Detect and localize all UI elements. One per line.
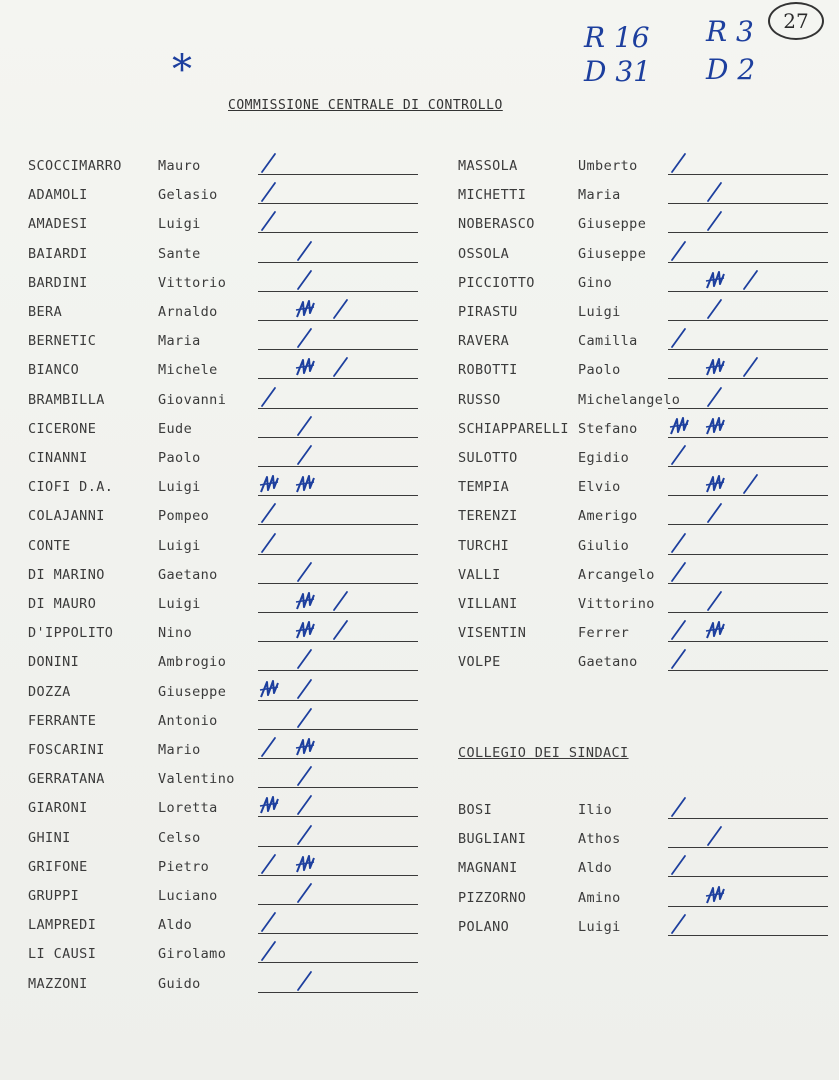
member-row — [28, 304, 428, 326]
member-first-name: Giulio — [578, 537, 630, 554]
member-surname: AMADESI — [28, 216, 88, 233]
scribble-mark-icon — [704, 356, 726, 378]
signature-line — [258, 641, 418, 642]
tick-mark-icon — [668, 854, 690, 876]
member-surname: CINANNI — [28, 450, 88, 466]
signature-line — [668, 935, 828, 936]
member-surname: GRUPPI — [28, 888, 80, 904]
member-row — [458, 860, 830, 882]
signature-line — [258, 612, 418, 613]
member-first-name: Giuseppe — [578, 216, 647, 233]
member-row — [458, 450, 830, 472]
tick-mark-icon — [294, 561, 316, 583]
member-surname: RUSSO — [458, 391, 501, 408]
document-title: COMMISSIONE CENTRALE DI CONTROLLO — [228, 98, 503, 113]
tick-mark-icon — [294, 707, 316, 729]
member-surname: CONTE — [28, 537, 71, 554]
member-first-name: Giovanni — [158, 391, 227, 408]
signature-line — [258, 408, 418, 409]
tick-mark-icon — [330, 298, 352, 320]
member-first-name: Celso — [158, 829, 201, 846]
tick-mark-icon — [258, 736, 280, 758]
member-row — [458, 275, 830, 297]
member-first-name: Mauro — [158, 158, 201, 174]
member-surname: VILLANI — [458, 596, 518, 612]
member-first-name: Elvio — [578, 479, 621, 496]
member-row — [458, 802, 830, 824]
member-first-name: Antonio — [158, 712, 218, 729]
signature-line — [258, 320, 418, 321]
signature-line — [258, 524, 418, 525]
signature-line — [668, 203, 828, 204]
member-surname: ADAMOLI — [28, 187, 88, 204]
member-first-name: Ambrogio — [158, 654, 227, 671]
member-surname: VALLI — [458, 566, 501, 583]
member-row — [458, 831, 830, 853]
signature-line — [258, 962, 418, 963]
member-row — [28, 275, 428, 297]
member-surname: OSSOLA — [458, 245, 510, 262]
note-r16: R 16 — [584, 21, 650, 54]
member-first-name: Gaetano — [158, 566, 218, 583]
member-first-name: Ferrer — [578, 625, 630, 642]
member-surname: TERENZI — [458, 508, 518, 525]
signature-line — [258, 262, 418, 263]
member-surname: NOBERASCO — [458, 216, 535, 233]
member-surname: RAVERA — [458, 333, 510, 350]
member-first-name: Gino — [578, 274, 613, 291]
signature-line — [668, 262, 828, 263]
tick-mark-icon — [704, 210, 726, 232]
member-first-name: Pietro — [158, 858, 210, 875]
page-number: 27 — [783, 9, 809, 33]
member-row — [28, 567, 428, 589]
signature-line — [258, 875, 418, 876]
signature-line — [668, 906, 828, 907]
tick-mark-icon — [294, 415, 316, 437]
member-first-name: Luigi — [158, 537, 201, 554]
member-row — [458, 421, 830, 443]
member-row — [458, 508, 830, 530]
member-first-name: Egidio — [578, 450, 630, 466]
tick-mark-icon — [258, 210, 280, 232]
signature-line — [258, 291, 418, 292]
signature-line — [668, 641, 828, 642]
member-surname: BRAMBILLA — [28, 391, 105, 408]
tick-mark-icon — [704, 590, 726, 612]
tick-mark-icon — [668, 444, 690, 466]
tick-mark-icon — [668, 327, 690, 349]
member-first-name: Eude — [158, 420, 193, 437]
member-first-name: Maria — [578, 187, 621, 204]
tick-mark-icon — [704, 181, 726, 203]
tick-mark-icon — [294, 678, 316, 700]
member-surname: PICCIOTTO — [458, 274, 535, 291]
tick-mark-icon — [740, 269, 762, 291]
member-row — [28, 917, 428, 939]
member-first-name: Loretta — [158, 800, 218, 817]
signature-line — [258, 700, 418, 701]
member-row — [28, 713, 428, 735]
member-surname: BIANCO — [28, 362, 80, 379]
scribble-mark-icon — [704, 269, 726, 291]
member-surname: LI CAUSI — [28, 946, 97, 963]
signature-line — [668, 378, 828, 379]
signature-line — [258, 846, 418, 847]
signature-line — [668, 524, 828, 525]
member-first-name: Stefano — [578, 420, 638, 437]
member-first-name: Giuseppe — [158, 683, 227, 700]
member-surname: MICHETTI — [458, 187, 527, 204]
member-row — [458, 362, 830, 384]
signature-line — [258, 992, 418, 993]
scribble-mark-icon — [294, 473, 316, 495]
signature-line — [668, 876, 828, 877]
member-first-name: Michelangelo — [578, 391, 681, 408]
tick-mark-icon — [294, 648, 316, 670]
signature-line — [258, 378, 418, 379]
tick-mark-icon — [330, 619, 352, 641]
member-row — [28, 450, 428, 472]
tick-mark-icon — [330, 356, 352, 378]
signature-line — [668, 349, 828, 350]
tick-mark-icon — [294, 327, 316, 349]
signature-line — [668, 466, 828, 467]
tick-mark-icon — [740, 473, 762, 495]
member-row — [28, 946, 428, 968]
member-first-name: Amerigo — [578, 508, 638, 525]
scribble-mark-icon — [704, 473, 726, 495]
member-row — [28, 216, 428, 238]
member-surname: LAMPREDI — [28, 917, 97, 934]
member-surname: ROBOTTI — [458, 362, 518, 379]
member-first-name: Gelasio — [158, 187, 218, 204]
note-r3: R 3 — [706, 15, 754, 48]
tick-mark-icon — [704, 825, 726, 847]
signature-line — [668, 408, 828, 409]
signature-line — [668, 174, 828, 175]
member-first-name: Gaetano — [578, 654, 638, 671]
member-first-name: Guido — [158, 975, 201, 992]
signature-line — [258, 787, 418, 788]
signature-line — [258, 495, 418, 496]
member-row — [28, 800, 428, 822]
signature-line — [258, 466, 418, 467]
member-surname: TURCHI — [458, 537, 510, 554]
member-row — [458, 919, 830, 941]
member-first-name: Paolo — [158, 450, 201, 466]
member-surname: POLANO — [458, 918, 510, 935]
member-row — [28, 158, 428, 180]
tick-mark-icon — [668, 240, 690, 262]
member-row — [28, 742, 428, 764]
tick-mark-icon — [258, 853, 280, 875]
tick-mark-icon — [294, 444, 316, 466]
signature-line — [258, 554, 418, 555]
tick-mark-icon — [294, 882, 316, 904]
note-d31: D 31 — [584, 55, 651, 88]
member-surname: MAZZONI — [28, 975, 88, 992]
member-surname: VOLPE — [458, 654, 501, 671]
tick-mark-icon — [258, 181, 280, 203]
member-surname: DI MAURO — [28, 596, 97, 612]
member-surname: BUGLIANI — [458, 831, 527, 848]
signature-line — [668, 847, 828, 848]
scribble-mark-icon — [258, 794, 280, 816]
signature-line — [668, 583, 828, 584]
member-first-name: Ilio — [578, 802, 613, 818]
note-d2: D 2 — [706, 53, 756, 86]
member-row — [458, 304, 830, 326]
member-surname: BARDINI — [28, 274, 88, 291]
member-surname: VISENTIN — [458, 625, 527, 642]
member-first-name: Nino — [158, 625, 193, 642]
member-surname: GRIFONE — [28, 858, 88, 875]
member-row — [458, 216, 830, 238]
member-first-name: Pompeo — [158, 508, 210, 525]
scribble-mark-icon — [294, 736, 316, 758]
member-surname: D'IPPOLITO — [28, 625, 114, 642]
scribble-mark-icon — [258, 473, 280, 495]
member-first-name: Luigi — [158, 216, 201, 233]
scribble-mark-icon — [294, 298, 316, 320]
scribble-mark-icon — [294, 853, 316, 875]
member-first-name: Mario — [158, 742, 201, 758]
tick-mark-icon — [258, 940, 280, 962]
member-row — [28, 625, 428, 647]
tick-mark-icon — [258, 502, 280, 524]
signature-line — [668, 670, 828, 671]
member-first-name: Aldo — [158, 917, 193, 934]
signature-line — [258, 904, 418, 905]
member-first-name: Umberto — [578, 158, 638, 174]
member-row — [458, 596, 830, 618]
member-surname: PIRASTU — [458, 304, 518, 320]
member-first-name: Vittorino — [578, 596, 655, 612]
scribble-mark-icon — [668, 415, 690, 437]
signature-line — [258, 349, 418, 350]
tick-mark-icon — [704, 502, 726, 524]
signature-line — [258, 437, 418, 438]
tick-mark-icon — [258, 152, 280, 174]
member-first-name: Luigi — [158, 479, 201, 496]
tick-mark-icon — [294, 240, 316, 262]
member-surname: FERRANTE — [28, 712, 97, 729]
member-first-name: Arnaldo — [158, 304, 218, 320]
tick-mark-icon — [258, 386, 280, 408]
member-surname: GIARONI — [28, 800, 88, 817]
member-first-name: Luigi — [578, 918, 621, 935]
tick-mark-icon — [294, 970, 316, 992]
member-surname: DOZZA — [28, 683, 71, 700]
tick-mark-icon — [668, 648, 690, 670]
member-row — [28, 538, 428, 560]
member-surname: TEMPIA — [458, 479, 510, 496]
tick-mark-icon — [704, 298, 726, 320]
tick-mark-icon — [330, 590, 352, 612]
member-row — [458, 538, 830, 560]
signature-line — [258, 758, 418, 759]
signature-line — [258, 816, 418, 817]
asterisk-note: * — [172, 47, 192, 93]
scribble-mark-icon — [294, 590, 316, 612]
member-surname: MASSOLA — [458, 158, 518, 174]
scribble-mark-icon — [704, 884, 726, 906]
tick-mark-icon — [740, 356, 762, 378]
signature-line — [258, 203, 418, 204]
member-surname: CICERONE — [28, 420, 97, 437]
signature-line — [668, 818, 828, 819]
member-row — [28, 771, 428, 793]
member-surname: BERA — [28, 304, 63, 320]
member-first-name: Paolo — [578, 362, 621, 379]
member-surname: MAGNANI — [458, 860, 518, 877]
member-row — [458, 654, 830, 676]
member-first-name: Amino — [578, 889, 621, 906]
member-surname: SCHIAPPARELLI — [458, 420, 569, 437]
member-surname: DONINI — [28, 654, 80, 671]
scribble-mark-icon — [294, 619, 316, 641]
tick-mark-icon — [668, 796, 690, 818]
member-surname: GHINI — [28, 829, 71, 846]
member-row — [28, 333, 428, 355]
signature-line — [668, 612, 828, 613]
tick-mark-icon — [258, 532, 280, 554]
member-row — [28, 392, 428, 414]
tick-mark-icon — [704, 386, 726, 408]
signature-line — [668, 554, 828, 555]
member-row — [28, 187, 428, 209]
scribble-mark-icon — [704, 619, 726, 641]
member-surname: CIOFI D.A. — [28, 479, 114, 496]
tick-mark-icon — [668, 561, 690, 583]
tick-mark-icon — [668, 913, 690, 935]
scribble-mark-icon — [258, 678, 280, 700]
member-row — [458, 479, 830, 501]
tick-mark-icon — [668, 619, 690, 641]
member-row — [458, 392, 830, 414]
member-first-name: Valentino — [158, 771, 235, 788]
tick-mark-icon — [258, 911, 280, 933]
tick-mark-icon — [294, 824, 316, 846]
scribble-mark-icon — [704, 415, 726, 437]
member-surname: GERRATANA — [28, 771, 105, 788]
signature-line — [668, 232, 828, 233]
member-first-name: Luigi — [158, 596, 201, 612]
member-first-name: Giuseppe — [578, 245, 647, 262]
scribble-mark-icon — [294, 356, 316, 378]
signature-line — [258, 670, 418, 671]
member-surname: BAIARDI — [28, 245, 88, 262]
member-first-name: Vittorio — [158, 274, 227, 291]
member-first-name: Camilla — [578, 333, 638, 350]
member-row — [458, 158, 830, 180]
member-row — [28, 246, 428, 268]
member-surname: BOSI — [458, 802, 493, 818]
member-surname: PIZZORNO — [458, 889, 527, 906]
member-row — [28, 976, 428, 998]
member-first-name: Sante — [158, 245, 201, 262]
tick-mark-icon — [668, 152, 690, 174]
signature-line — [668, 495, 828, 496]
signature-line — [258, 583, 418, 584]
signature-line — [258, 933, 418, 934]
member-first-name: Athos — [578, 831, 621, 848]
tick-mark-icon — [668, 532, 690, 554]
member-row — [28, 508, 428, 530]
member-surname: COLAJANNI — [28, 508, 105, 525]
sindaci-heading: COLLEGIO DEI SINDACI — [458, 745, 629, 761]
page-number-circle — [768, 2, 824, 40]
member-first-name: Maria — [158, 333, 201, 350]
member-row — [458, 625, 830, 647]
signature-line — [258, 729, 418, 730]
member-row — [28, 859, 428, 881]
signature-line — [668, 437, 828, 438]
member-row — [28, 654, 428, 676]
member-surname: SCOCCIMARRO — [28, 158, 122, 174]
tick-mark-icon — [294, 269, 316, 291]
member-first-name: Aldo — [578, 860, 613, 877]
member-row — [458, 567, 830, 589]
tick-mark-icon — [294, 794, 316, 816]
member-surname: DI MARINO — [28, 566, 105, 583]
member-row — [458, 187, 830, 209]
member-row — [458, 246, 830, 268]
member-surname: FOSCARINI — [28, 742, 105, 758]
signature-line — [258, 174, 418, 175]
member-first-name: Luciano — [158, 888, 218, 904]
member-surname: BERNETIC — [28, 333, 97, 350]
member-row — [28, 362, 428, 384]
member-row — [28, 830, 428, 852]
signature-line — [668, 320, 828, 321]
tick-mark-icon — [294, 765, 316, 787]
member-row — [458, 333, 830, 355]
member-row — [28, 421, 428, 443]
member-first-name: Luigi — [578, 304, 621, 320]
member-row — [28, 479, 428, 501]
member-first-name: Arcangelo — [578, 566, 655, 583]
member-row — [28, 596, 428, 618]
member-row — [28, 888, 428, 910]
signature-line — [258, 232, 418, 233]
member-first-name: Girolamo — [158, 946, 227, 963]
member-first-name: Michele — [158, 362, 218, 379]
member-surname: SULOTTO — [458, 450, 518, 466]
member-row — [28, 684, 428, 706]
member-row — [458, 890, 830, 912]
